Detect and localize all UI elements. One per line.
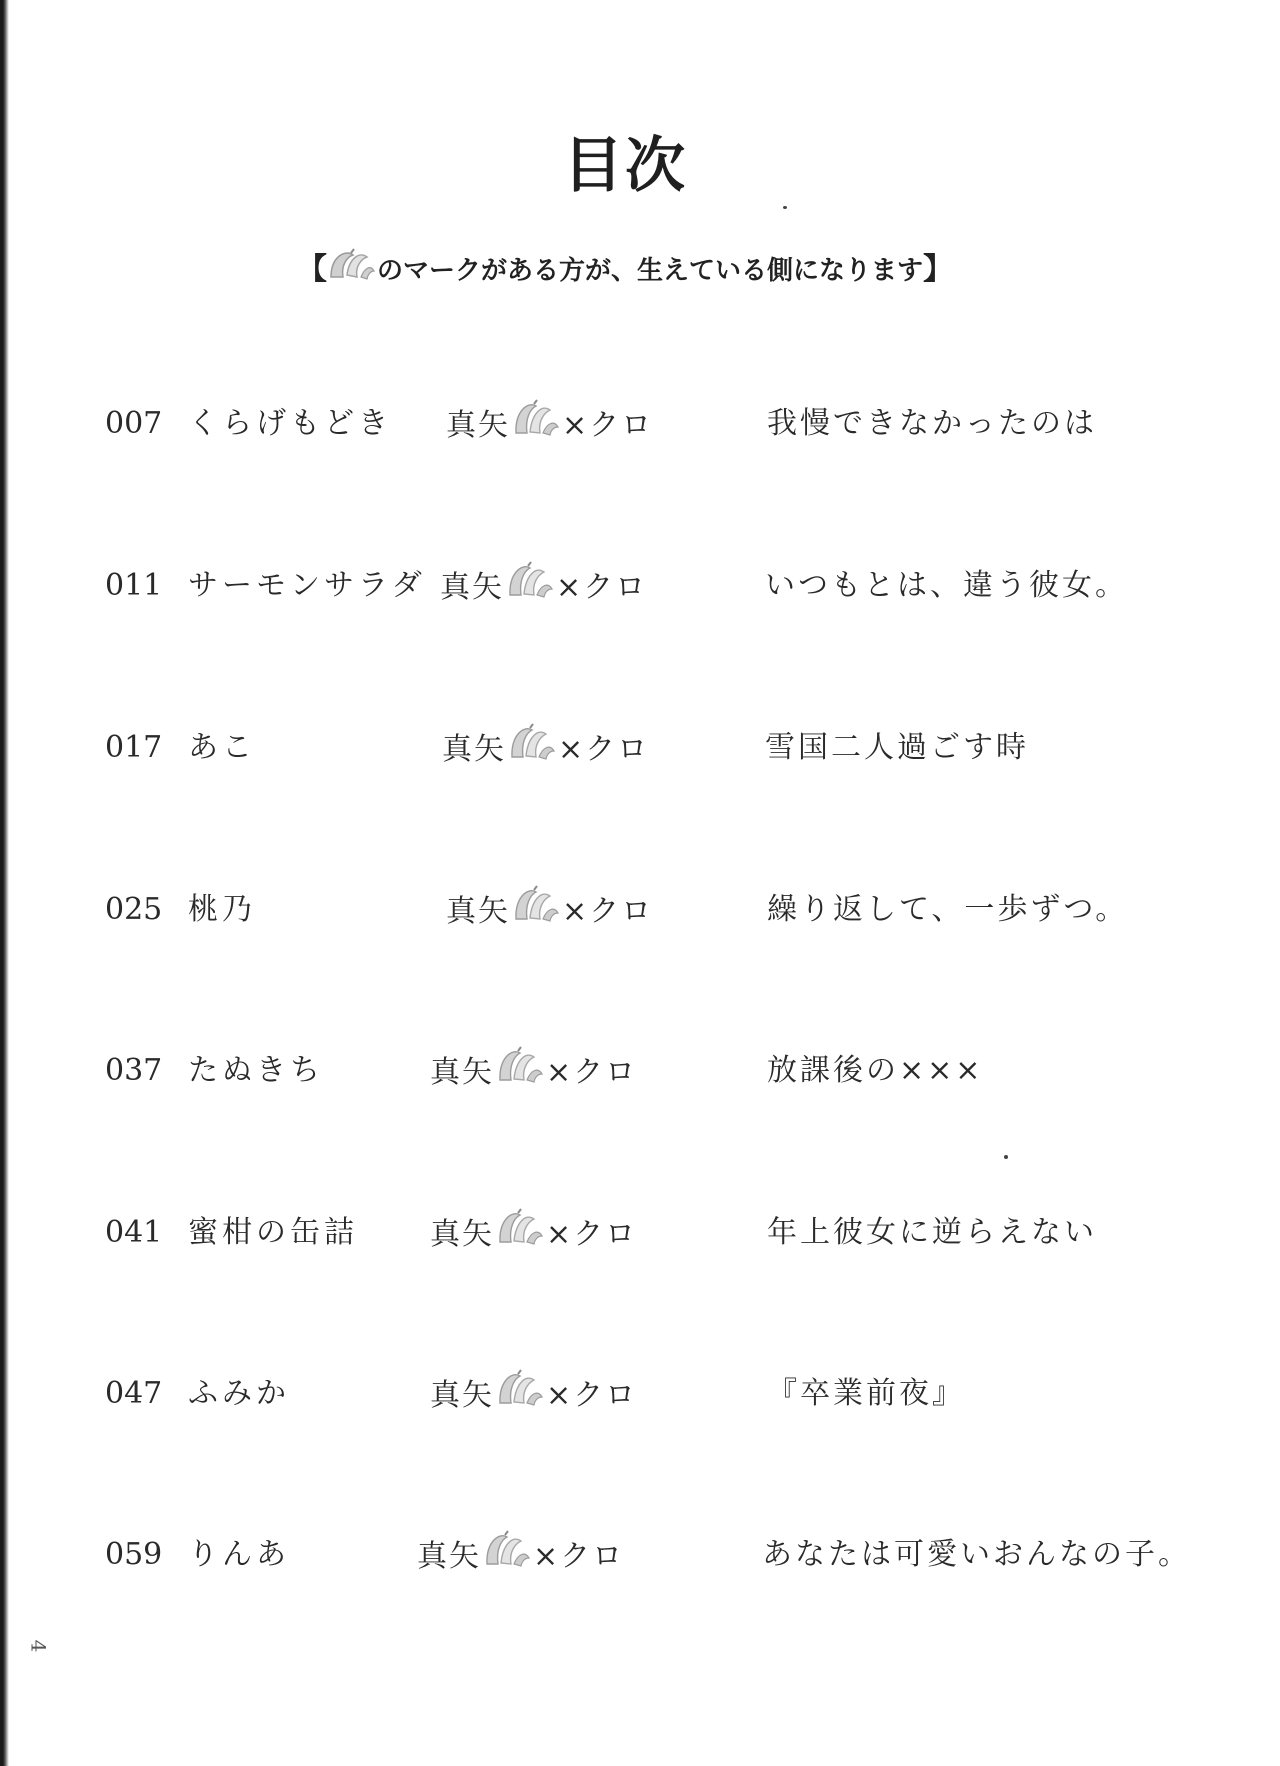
legend-text: のマークがある方が、生えている側になります — [376, 256, 923, 286]
pairing-left: 真矢 — [430, 1055, 494, 1090]
banana-icon — [512, 885, 560, 925]
toc-story-title: 放課後の××× — [767, 1053, 984, 1088]
toc-row — [0, 399, 1280, 449]
toc-pairing — [430, 1208, 637, 1260]
toc-author: 蜜柑の缶詰 — [188, 1215, 358, 1250]
pairing-left: 真矢 — [442, 732, 506, 767]
pairing-left: 真矢 — [430, 1378, 494, 1413]
pairing-left: 真矢 — [440, 570, 504, 605]
pairing-right: ×クロ — [546, 1217, 638, 1252]
toc-page-number: 007 — [105, 406, 163, 441]
banana-icon — [496, 1369, 544, 1409]
legend-open-bracket: 【 — [296, 252, 327, 287]
toc-row — [0, 1530, 1280, 1580]
toc-story-title: 我慢できなかったのは — [767, 406, 1097, 441]
pairing-right: ×クロ — [558, 732, 650, 767]
banana-icon — [506, 561, 554, 601]
pairing-right: ×クロ — [546, 1378, 638, 1413]
page-number: 4 — [26, 1639, 51, 1653]
toc-story-title: 雪国二人過ごす時 — [765, 730, 1029, 765]
toc-row — [0, 885, 1280, 935]
toc-author: 桃乃 — [188, 892, 256, 927]
toc-story-title: 年上彼女に逆らえない — [767, 1215, 1097, 1250]
pairing-right: ×クロ — [562, 408, 654, 443]
pairing-left: 真矢 — [430, 1217, 494, 1252]
toc-pairing — [446, 399, 653, 451]
toc-row — [0, 1369, 1280, 1419]
toc-page-number: 037 — [105, 1053, 163, 1088]
toc-page-number: 011 — [105, 568, 163, 603]
toc-author: たぬきち — [188, 1053, 324, 1088]
page-title: 目次 — [563, 131, 687, 201]
toc-author: あこ — [188, 730, 256, 765]
pairing-left: 真矢 — [446, 408, 510, 443]
scan-speck — [1004, 1155, 1008, 1159]
pairing-right: ×クロ — [562, 894, 654, 929]
toc-story-title: 『卒業前夜』 — [767, 1376, 965, 1411]
toc-story-title: あなたは可愛いおんなの子。 — [762, 1537, 1191, 1572]
toc-page-number: 017 — [105, 730, 163, 765]
toc-author: ふみか — [188, 1376, 290, 1411]
toc-author: くらげもどき — [188, 406, 392, 441]
toc-row — [0, 1046, 1280, 1096]
toc-story-title: いつもとは、違う彼女。 — [765, 568, 1128, 603]
toc-author: りんあ — [188, 1537, 290, 1572]
toc-pairing — [440, 561, 647, 613]
pairing-right: ×クロ — [546, 1055, 638, 1090]
banana-icon — [512, 399, 560, 439]
scan-speck — [783, 206, 787, 209]
toc-row — [0, 561, 1280, 611]
pairing-left: 真矢 — [446, 894, 510, 929]
legend-close-bracket: 】 — [923, 252, 953, 287]
banana-icon — [508, 723, 556, 763]
toc-author: サーモンサラダ — [188, 568, 426, 603]
pairing-right: ×クロ — [533, 1539, 625, 1574]
pairing-left: 真矢 — [417, 1539, 481, 1574]
toc-page-number: 041 — [105, 1215, 163, 1250]
toc-row — [0, 723, 1280, 773]
banana-icon — [496, 1046, 544, 1086]
toc-row — [0, 1208, 1280, 1258]
toc-page-number: 025 — [105, 892, 163, 927]
banana-icon — [483, 1530, 531, 1570]
toc-page-number: 059 — [105, 1537, 163, 1572]
toc-pairing — [446, 885, 653, 937]
pairing-right: ×クロ — [556, 570, 648, 605]
toc-pairing — [430, 1046, 637, 1098]
toc-pairing — [430, 1369, 637, 1421]
toc-pairing — [442, 723, 649, 775]
toc-pairing — [417, 1530, 624, 1582]
toc-page-number: 047 — [105, 1376, 163, 1411]
banana-icon — [496, 1208, 544, 1248]
toc-story-title: 繰り返して、一歩ずつ。 — [767, 892, 1129, 927]
